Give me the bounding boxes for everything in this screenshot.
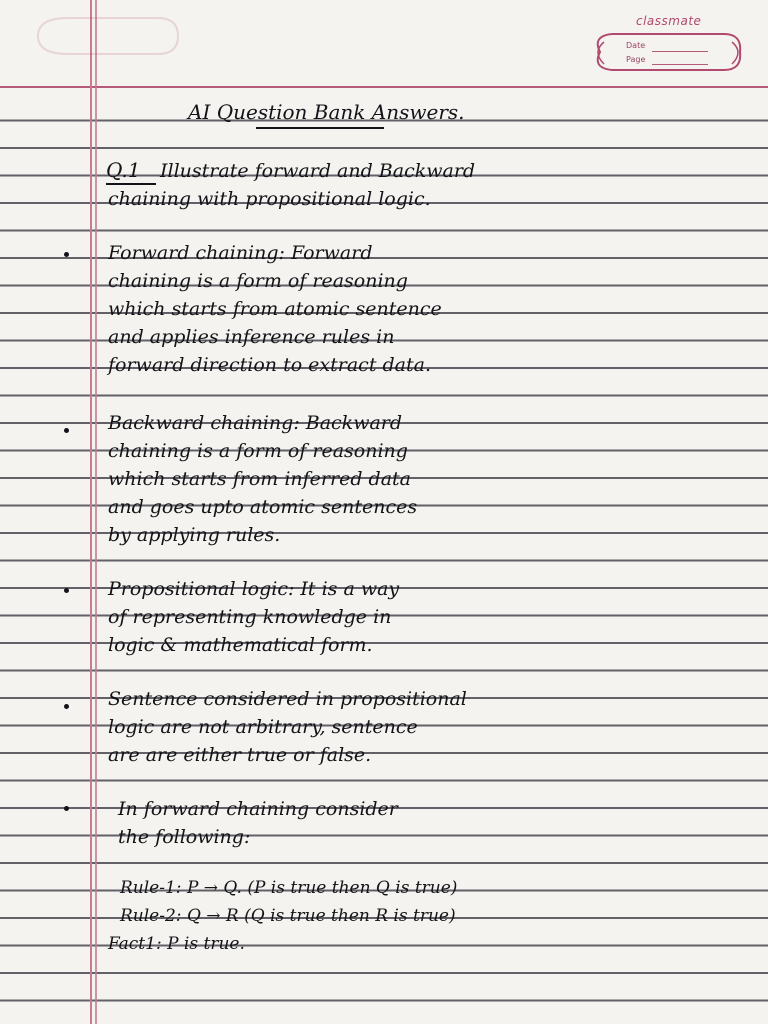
point-line: Sentence considered in propositional xyxy=(108,688,467,710)
bleed-through-logo-icon xyxy=(28,6,188,66)
point-line: which starts from atomic sentence xyxy=(108,298,442,320)
point-line: logic are not arbitrary, sentence xyxy=(108,716,418,738)
point-line: are are either true or false. xyxy=(108,744,372,766)
point-line: logic & mathematical form. xyxy=(108,634,373,656)
point-line: chaining is a form of reasoning xyxy=(108,270,408,292)
point-line: the following: xyxy=(118,826,251,848)
brand-name: classmate xyxy=(636,14,702,28)
page-title: AI Question Bank Answers. xyxy=(188,100,465,124)
rule-line: Rule-2: Q → R (Q is true then R is true) xyxy=(120,906,456,926)
point-line: which starts from inferred data xyxy=(108,468,411,490)
margin-line xyxy=(90,0,92,1024)
header-rule xyxy=(0,86,768,88)
point-line: forward direction to extract data. xyxy=(108,354,431,376)
point-line: chaining is a form of reasoning xyxy=(108,440,408,462)
point-line: and goes upto atomic sentences xyxy=(108,496,418,518)
bullet-icon xyxy=(64,588,69,593)
page-field-line xyxy=(652,64,708,65)
page-label: Page xyxy=(626,55,646,64)
bullet-icon xyxy=(64,704,69,709)
margin-line-inner xyxy=(95,0,97,1024)
point-line: Propositional logic: It is a way xyxy=(108,578,400,600)
date-label: Date xyxy=(626,41,646,50)
point-line: by applying rules. xyxy=(108,524,281,546)
question-number: Q.1 xyxy=(106,158,141,182)
title-underline xyxy=(256,127,384,129)
bullet-icon xyxy=(64,252,69,257)
question-line: chaining with propositional logic. xyxy=(108,188,431,210)
bullet-icon xyxy=(64,806,69,811)
classmate-badge-icon xyxy=(586,26,746,78)
fact-line: Fact1: P is true. xyxy=(108,934,245,954)
point-line: and applies inference rules in xyxy=(108,326,395,348)
point-line: Forward chaining: Forward xyxy=(108,242,373,264)
point-line: of representing knowledge in xyxy=(108,606,392,628)
point-line: In forward chaining consider xyxy=(118,798,398,820)
question-number-underline xyxy=(106,183,156,185)
date-field-line xyxy=(652,51,708,52)
rule-line: Rule-1: P → Q. (P is true then Q is true) xyxy=(120,878,458,898)
bullet-icon xyxy=(64,428,69,433)
point-line: Backward chaining: Backward xyxy=(108,412,403,434)
question-line: Illustrate forward and Backward xyxy=(160,160,476,182)
